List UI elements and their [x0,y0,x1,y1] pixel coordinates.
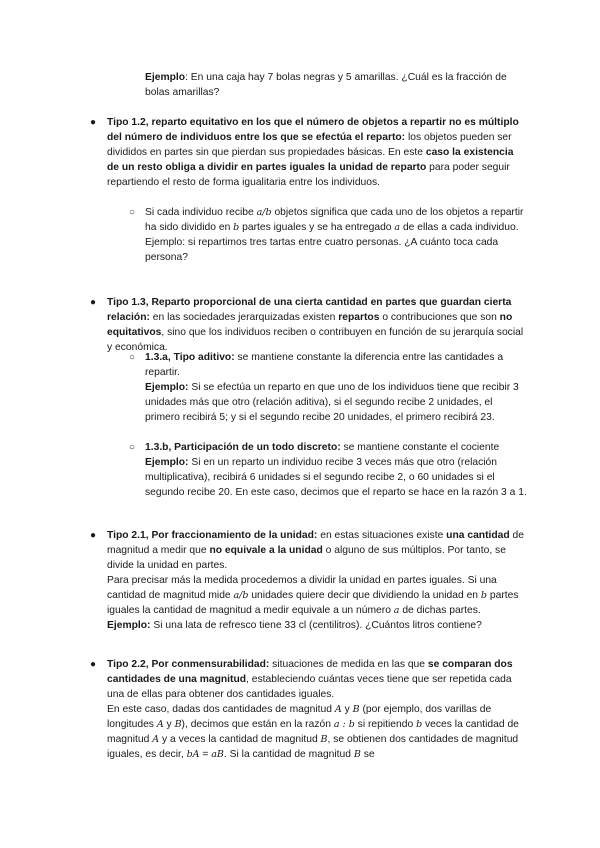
tipo-1-3-a: 1.3.a, Tipo aditivo: se mantiene constante la diferencia entre las cantidades a repartir. Ejemplo: Si se efectúa un reparto en que uno de los individuos tiene que recibir 3 unidades más que otro (relación aditiva), si el segundo recibe 2 unidades, el primero recibirá 5; y si el segundo recibe 20 unidades, el primero recibirá 23. [145,352,519,423]
bullet-icon: ● [90,117,97,128]
tipo-1-3-paragraph: Tipo 1.3, Reparto proporcional de una cierta cantidad en partes que guardan cierta relación: en las sociedades jerarquizadas existen repartos o contribuciones que son no equitativos, sino que los individuos reciben o contribuyen en función de su jerarquía social y económica. [107,297,524,353]
bullet-icon: ● [90,530,97,541]
bullet-icon: ● [90,297,97,308]
tipo-1-2-paragraph: Tipo 1.2, reparto equitativo en los que el número de objetos a repartir no es múltiplo del número de individuos entre los que se efectúa el reparto: los objetos pueden ser divididos en partes sin que pierdan sus propiedades básicas. En este caso la existencia de un resto obliga a dividir en partes iguales la unidad de reparto para poder seguir repartiendo el resto de forma igualitaria entre los individuos. [107,117,519,188]
tipo-1-3-b: 1.3.b, Participación de un todo discreto: se mantiene constante el cociente Ejemplo: Si en un reparto un individuo recibe 3 veces más que otro (relación multiplicativa), recibirá 6 unidades si el segundo recibe 2, o 60 unidades si el segundo recibe 20. En este caso, decimos que el reparto se hace en la razón 3 a 1. [145,442,527,498]
sub-bullet-icon: ○ [129,442,136,453]
sub-bullet-icon: ○ [129,207,136,218]
intro-example: Ejemplo: En una caja hay 7 bolas negras y 5 amarillas. ¿Cuál es la fracción de bolas amarillas? [145,72,507,98]
sub-bullet-icon: ○ [129,352,136,363]
tipo-1-2-example: Ejemplo: si repartimos tres tartas entre cuatro personas. ¿A cuánto toca cada persona? [145,237,499,263]
bullet-icon: ● [90,659,97,670]
tipo-2-1-paragraph: Tipo 2.1, Por fraccionamiento de la unidad: en estas situaciones existe una cantidad de magnitud a medir que no equivale a la unidad o alguno de sus múltiplos. Por tanto, se divide la unidad en partes. Para precisar más la medida procedemos a dividir la unidad en partes iguales. Si una cantidad de magnitud mide a/b unidades quiere decir que dividiendo la unidad en b partes iguales la cantidad de magnitud a medir equivale a un número a de dichas partes. Ejemplo: Si una lata de refresco tiene 33 cl (centilitros). ¿Cuántos litros contiene? [107,530,525,631]
tipo-1-2-subitem: Si cada individuo recibe a/b objetos significa que cada uno de los objetos a repartir ha sido dividido en b partes iguales y se ha entregado a de ellas a cada individuo. Ejemplo: si repartimos tres tartas entre cuatro personas. ¿A cuánto toca cada persona? [145,205,530,265]
example-label: Ejemplo [145,72,186,83]
tipo-2-2-paragraph: Tipo 2.2, Por conmensurabilidad: situaciones de medida en las que se comparan dos cantidades de una magnitud, estableciendo cuántas veces tiene que ser repetida cada una de ellas para obtener dos cantidades iguales. En este caso, dadas dos cantidades de magnitud A y B (por ejemplo, dos varillas de longitudes A y B), decimos que están en la razón a : b si repitiendo b veces la cantidad de magnitud A y a veces la cantidad de magnitud B, se obtienen dos cantidades de magnitud iguales, es decir, bA = aB. Si la cantidad de magnitud B se [107,659,519,760]
